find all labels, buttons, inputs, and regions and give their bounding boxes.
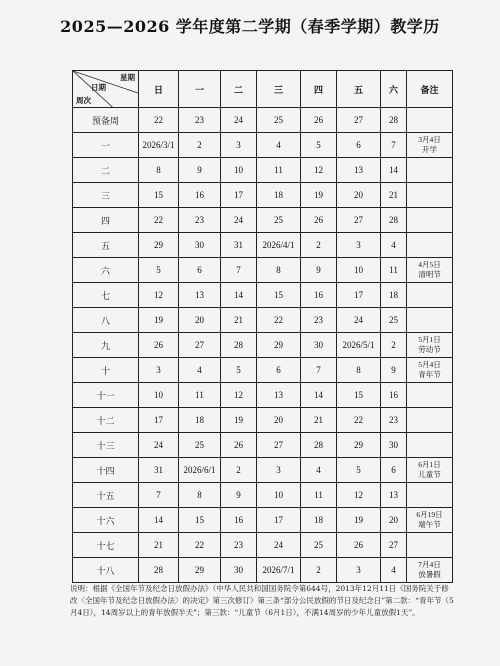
date-cell: 28 [221, 333, 257, 358]
remark-cell: 6月19日 端午节 [407, 508, 453, 533]
date-cell: 10 [257, 483, 301, 508]
week-cell: 九 [73, 333, 139, 358]
date-cell: 19 [139, 308, 179, 333]
date-cell: 13 [337, 158, 381, 183]
table-row [73, 308, 453, 333]
corner-label-week: 周次 [76, 95, 91, 105]
date-cell: 25 [179, 433, 221, 458]
date-cell: 2026/6/1 [179, 458, 221, 483]
date-cell: 10 [139, 383, 179, 408]
remark-cell [407, 308, 453, 333]
date-cell: 17 [337, 283, 381, 308]
date-cell: 29 [139, 233, 179, 258]
date-cell: 11 [257, 158, 301, 183]
date-cell: 5 [221, 358, 257, 383]
date-cell: 27 [337, 208, 381, 233]
date-cell: 22 [179, 533, 221, 558]
date-cell: 19 [337, 508, 381, 533]
date-cell: 18 [179, 408, 221, 433]
table-row [73, 533, 453, 558]
date-cell: 23 [301, 308, 337, 333]
remark-cell [407, 408, 453, 433]
week-cell: 五 [73, 233, 139, 258]
date-cell: 23 [179, 208, 221, 233]
date-cell: 8 [139, 158, 179, 183]
date-cell: 12 [139, 283, 179, 308]
table-row [73, 283, 453, 308]
date-cell: 26 [221, 433, 257, 458]
date-cell: 24 [337, 308, 381, 333]
date-cell: 4 [381, 233, 407, 258]
date-cell: 2 [381, 333, 407, 358]
date-cell: 30 [179, 233, 221, 258]
date-cell: 24 [139, 433, 179, 458]
date-cell: 5 [337, 458, 381, 483]
date-cell: 22 [337, 408, 381, 433]
date-cell: 26 [301, 208, 337, 233]
week-cell: 四 [73, 208, 139, 233]
date-cell: 21 [301, 408, 337, 433]
date-cell: 22 [257, 308, 301, 333]
date-cell: 20 [337, 183, 381, 208]
date-cell: 6 [381, 458, 407, 483]
date-cell: 21 [381, 183, 407, 208]
remark-cell [407, 533, 453, 558]
remark-cell: 4月5日 清明节 [407, 258, 453, 283]
day-header-sun: 日 [139, 71, 179, 108]
date-cell: 14 [221, 283, 257, 308]
table-row [73, 333, 453, 358]
date-cell: 16 [221, 508, 257, 533]
table-row [73, 183, 453, 208]
week-cell: 十五 [73, 483, 139, 508]
date-cell: 20 [381, 508, 407, 533]
week-cell: 十 [73, 358, 139, 383]
table-row [73, 158, 453, 183]
remark-cell [407, 108, 453, 133]
date-cell: 8 [257, 258, 301, 283]
date-cell: 12 [221, 383, 257, 408]
date-cell: 21 [139, 533, 179, 558]
day-header-wed: 三 [257, 71, 301, 108]
date-cell: 28 [301, 433, 337, 458]
date-cell: 23 [381, 408, 407, 433]
date-cell: 15 [257, 283, 301, 308]
table-row [73, 108, 453, 133]
date-cell: 28 [381, 108, 407, 133]
table-row [73, 508, 453, 533]
remark-cell: 6月1日 儿童节 [407, 458, 453, 483]
date-cell: 23 [179, 108, 221, 133]
date-cell: 3 [337, 558, 381, 583]
date-cell: 2026/3/1 [139, 133, 179, 158]
date-cell: 15 [139, 183, 179, 208]
date-cell: 18 [381, 283, 407, 308]
day-header-mon: 一 [179, 71, 221, 108]
date-cell: 6 [179, 258, 221, 283]
week-cell: 三 [73, 183, 139, 208]
remark-cell: 5月1日 劳动节 [407, 333, 453, 358]
date-cell: 16 [179, 183, 221, 208]
date-cell: 5 [301, 133, 337, 158]
day-header-sat: 六 [381, 71, 407, 108]
table-row [73, 233, 453, 258]
date-cell: 28 [381, 208, 407, 233]
date-cell: 11 [301, 483, 337, 508]
date-cell: 26 [337, 533, 381, 558]
date-cell: 3 [257, 458, 301, 483]
date-cell: 15 [337, 383, 381, 408]
date-cell: 26 [301, 108, 337, 133]
date-cell: 2026/5/1 [337, 333, 381, 358]
day-header-tue: 二 [221, 71, 257, 108]
remark-cell: 7月4日 放暑假 [407, 558, 453, 583]
week-cell: 十四 [73, 458, 139, 483]
date-cell: 22 [139, 208, 179, 233]
date-cell: 2026/7/1 [257, 558, 301, 583]
date-cell: 4 [179, 358, 221, 383]
date-cell: 7 [301, 358, 337, 383]
date-cell: 30 [221, 558, 257, 583]
table-row [73, 208, 453, 233]
date-cell: 27 [337, 108, 381, 133]
date-cell: 29 [179, 558, 221, 583]
table-row [73, 558, 453, 583]
date-cell: 25 [257, 108, 301, 133]
date-cell: 7 [139, 483, 179, 508]
table-row [73, 458, 453, 483]
date-cell: 27 [257, 433, 301, 458]
date-cell: 25 [257, 208, 301, 233]
teaching-calendar-table [72, 70, 453, 583]
date-cell: 30 [381, 433, 407, 458]
date-cell: 9 [381, 358, 407, 383]
date-cell: 28 [139, 558, 179, 583]
date-cell: 16 [301, 283, 337, 308]
table-row [73, 408, 453, 433]
remark-cell [407, 158, 453, 183]
page-title: 2025—2026 学年度第二学期（春季学期）教学历 [60, 17, 440, 36]
date-cell: 6 [337, 133, 381, 158]
date-cell: 25 [301, 533, 337, 558]
date-cell: 24 [221, 208, 257, 233]
remark-cell [407, 233, 453, 258]
remark-cell [407, 208, 453, 233]
week-cell: 十六 [73, 508, 139, 533]
date-cell: 10 [221, 158, 257, 183]
corner-label-weekday: 星期 [120, 73, 135, 82]
remark-cell [407, 483, 453, 508]
date-cell: 3 [139, 358, 179, 383]
date-cell: 31 [139, 458, 179, 483]
day-header-thu: 四 [301, 71, 337, 108]
date-cell: 19 [301, 183, 337, 208]
table-row [73, 258, 453, 283]
week-cell: 十二 [73, 408, 139, 433]
week-cell: 十七 [73, 533, 139, 558]
date-cell: 19 [221, 408, 257, 433]
date-cell: 21 [221, 308, 257, 333]
date-cell: 2026/4/1 [257, 233, 301, 258]
date-cell: 9 [221, 483, 257, 508]
week-cell: 十一 [73, 383, 139, 408]
date-cell: 27 [381, 533, 407, 558]
corner-header [73, 71, 139, 108]
week-cell: 一 [73, 133, 139, 158]
date-cell: 25 [381, 308, 407, 333]
date-cell: 24 [257, 533, 301, 558]
week-cell: 预备周 [73, 108, 139, 133]
date-cell: 22 [139, 108, 179, 133]
week-cell: 八 [73, 308, 139, 333]
remark-cell [407, 433, 453, 458]
week-cell: 十八 [73, 558, 139, 583]
header-row [73, 71, 453, 108]
date-cell: 13 [257, 383, 301, 408]
table-row [73, 358, 453, 383]
calendar-body [73, 108, 453, 583]
date-cell: 2 [301, 233, 337, 258]
date-cell: 6 [257, 358, 301, 383]
date-cell: 10 [337, 258, 381, 283]
date-cell: 31 [221, 233, 257, 258]
date-cell: 17 [139, 408, 179, 433]
date-cell: 4 [301, 458, 337, 483]
date-cell: 20 [257, 408, 301, 433]
date-cell: 14 [381, 158, 407, 183]
date-cell: 18 [301, 508, 337, 533]
date-cell: 23 [221, 533, 257, 558]
date-cell: 12 [301, 158, 337, 183]
remark-cell: 5月4日 青年节 [407, 358, 453, 383]
date-cell: 3 [337, 233, 381, 258]
table-row [73, 483, 453, 508]
footnote: 说明：根据《全国年节及纪念日放假办法》（中华人民共和国国务院令第644号，2013年12月11日《国务院关于修改〈全国年节及纪念日放假办法〉的决定》第三次修订）第三条“部分公民放假的节日及纪念日”第二款：“青年节（5月4日），14周岁以上的青年放假半天”；第三款：“儿童节（6月1日），不满14周岁的少年儿童放假1天”。 [70, 584, 454, 617]
corner-label-date: 日期 [91, 83, 106, 92]
date-cell: 15 [179, 508, 221, 533]
week-cell: 六 [73, 258, 139, 283]
date-cell: 8 [179, 483, 221, 508]
remark-cell: 3月4日 开学 [407, 133, 453, 158]
table-row [73, 133, 453, 158]
remark-header: 备注 [407, 71, 453, 108]
date-cell: 11 [381, 258, 407, 283]
date-cell: 17 [257, 508, 301, 533]
date-cell: 11 [179, 383, 221, 408]
date-cell: 9 [301, 258, 337, 283]
date-cell: 13 [381, 483, 407, 508]
remark-cell [407, 183, 453, 208]
date-cell: 5 [139, 258, 179, 283]
date-cell: 3 [221, 133, 257, 158]
table-row [73, 433, 453, 458]
date-cell: 13 [179, 283, 221, 308]
date-cell: 12 [337, 483, 381, 508]
table-row [73, 383, 453, 408]
date-cell: 7 [221, 258, 257, 283]
date-cell: 17 [221, 183, 257, 208]
date-cell: 26 [139, 333, 179, 358]
date-cell: 18 [257, 183, 301, 208]
date-cell: 29 [337, 433, 381, 458]
date-cell: 30 [301, 333, 337, 358]
week-cell: 十三 [73, 433, 139, 458]
date-cell: 9 [179, 158, 221, 183]
date-cell: 2 [179, 133, 221, 158]
remark-cell [407, 283, 453, 308]
date-cell: 27 [179, 333, 221, 358]
date-cell: 4 [381, 558, 407, 583]
date-cell: 24 [221, 108, 257, 133]
date-cell: 20 [179, 308, 221, 333]
date-cell: 8 [337, 358, 381, 383]
date-cell: 14 [301, 383, 337, 408]
day-header-fri: 五 [337, 71, 381, 108]
date-cell: 7 [381, 133, 407, 158]
date-cell: 2 [301, 558, 337, 583]
date-cell: 16 [381, 383, 407, 408]
date-cell: 14 [139, 508, 179, 533]
date-cell: 29 [257, 333, 301, 358]
date-cell: 2 [221, 458, 257, 483]
remark-cell [407, 383, 453, 408]
date-cell: 4 [257, 133, 301, 158]
week-cell: 七 [73, 283, 139, 308]
week-cell: 二 [73, 158, 139, 183]
